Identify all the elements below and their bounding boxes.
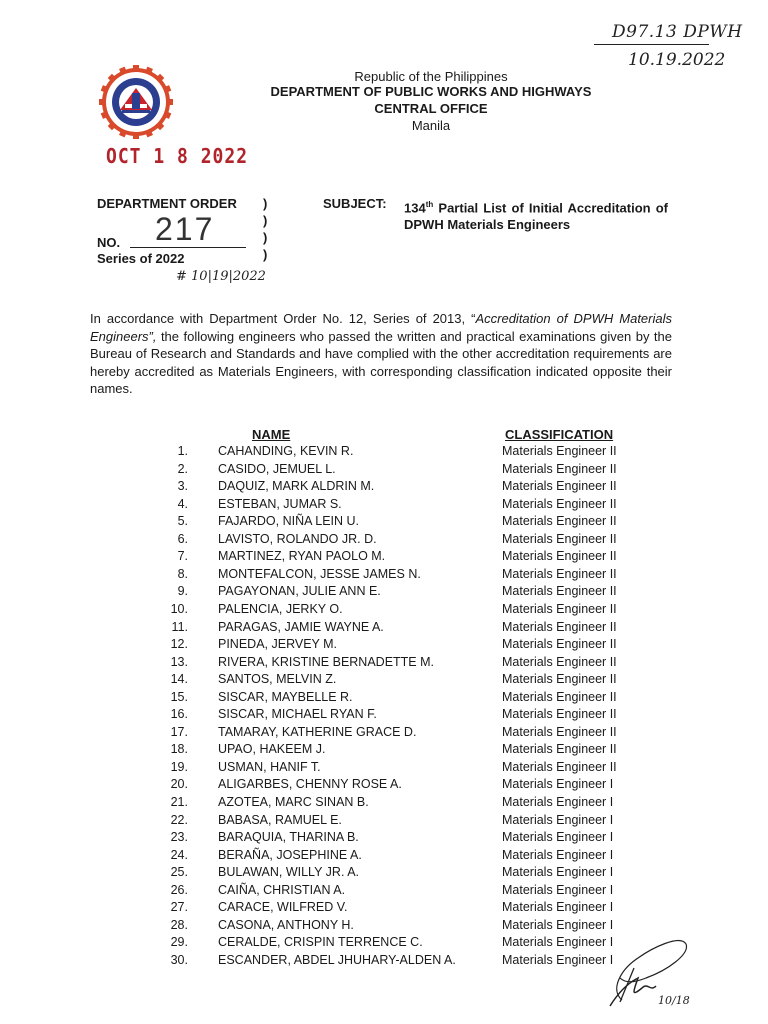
row-number: 21.: [170, 795, 188, 809]
paren-divider: ): [263, 196, 268, 211]
engineer-classification: Materials Engineer I: [502, 795, 614, 809]
engineer-name: ESTEBAN, JUMAR S.: [218, 496, 342, 511]
table-row: [0, 848, 768, 866]
row-number: 5.: [177, 514, 188, 529]
city-name: Manila: [411, 118, 451, 133]
row-number: 19.: [170, 759, 188, 774]
subject-label: SUBJECT:: [323, 196, 387, 211]
table-row: [0, 690, 768, 708]
order-number: 217: [155, 211, 215, 247]
engineer-name: LAVISTO, ROLANDO JR. D.: [218, 531, 377, 546]
intro-before: In accordance with Department Order No. 12, Series of 2013, “: [90, 311, 476, 326]
engineer-name: AZOTEA, MARC SINAN B.: [218, 795, 369, 809]
engineer-classification: Materials Engineer I: [502, 952, 614, 967]
row-number: 9.: [177, 584, 188, 599]
signature-initial: 10/18: [658, 994, 690, 1007]
table-row: [0, 760, 768, 778]
engineer-name: BERAÑA, JOSEPHINE A.: [218, 847, 362, 862]
row-number: 8.: [177, 566, 188, 581]
paren-divider: ): [263, 230, 268, 245]
engineer-name: CERALDE, CRISPIN TERRENCE C.: [218, 935, 423, 950]
table-row: [0, 707, 768, 725]
engineer-classification: Materials Engineer II: [502, 689, 617, 704]
row-number: 2.: [177, 461, 188, 476]
row-number: 29.: [170, 935, 188, 950]
row-number: 27.: [170, 900, 188, 915]
engineer-name: USMAN, HANIF T.: [218, 759, 321, 774]
table-row: [0, 637, 768, 655]
engineer-classification: Materials Engineer II: [502, 724, 617, 739]
table-row: [0, 567, 768, 585]
engineer-classification: Materials Engineer I: [502, 865, 614, 880]
row-number: 3.: [177, 479, 188, 494]
row-number: 23.: [170, 830, 188, 845]
engineer-classification: Materials Engineer I: [502, 777, 614, 792]
engineer-classification: Materials Engineer II: [502, 461, 617, 476]
engineer-classification: Materials Engineer II: [502, 566, 617, 581]
row-number: 11.: [171, 619, 188, 634]
engineer-name: MONTEFALCON, JESSE JAMES N.: [218, 566, 421, 581]
engineer-classification: Materials Engineer II: [502, 514, 617, 529]
engineer-name: ESCANDER, ABDEL JHUHARY-ALDEN A.: [218, 952, 456, 967]
handwritten-order-date: # 10|19|2022: [176, 269, 266, 284]
order-no-label: NO.: [97, 235, 121, 250]
engineer-classification: Materials Engineer I: [502, 935, 614, 950]
engineer-name: PARAGAS, JAMIE WAYNE A.: [218, 619, 384, 634]
engineer-name: PALENCIA, JERKY O.: [218, 601, 343, 616]
engineer-classification: Materials Engineer II: [502, 444, 617, 458]
signature-icon: [590, 920, 700, 1010]
subject-text: [404, 196, 668, 233]
row-number: 6.: [177, 531, 188, 546]
department-name: DEPARTMENT OF PUBLIC WORKS AND HIGHWAYS: [270, 84, 592, 99]
row-number: 15.: [170, 689, 188, 704]
engineer-name: PAGAYONAN, JULIE ANN E.: [218, 584, 381, 599]
row-number: 4.: [177, 496, 188, 511]
engineer-name: CASONA, ANTHONY H.: [218, 917, 354, 932]
intro-title: Accreditation of DPWH Materials Engineers”,: [90, 311, 673, 344]
engineer-classification: Materials Engineer II: [502, 584, 617, 599]
receiving-divider: [594, 44, 709, 45]
table-row: [0, 900, 768, 918]
row-number: 13.: [170, 654, 188, 669]
table-row: [0, 514, 768, 532]
engineer-name: SISCAR, MICHAEL RYAN F.: [218, 707, 377, 722]
table-row: [0, 584, 768, 602]
row-number: 24.: [170, 847, 188, 862]
intro-after: the following engineers who passed the written and practical examinations given by the Bureau of Research and Standards and have complied with the other accreditation requirements are hereby accredited as Materials Engineers, with corresponding classification indicated opposite their names.: [90, 328, 672, 396]
engineer-classification: Materials Engineer II: [502, 496, 617, 511]
row-number: 30.: [170, 952, 188, 967]
row-number: 10.: [170, 601, 188, 616]
row-number: 26.: [170, 882, 188, 897]
table-row: [0, 602, 768, 620]
row-number: 12.: [170, 637, 188, 652]
engineer-name: DAQUIZ, MARK ALDRIN M.: [218, 479, 375, 494]
engineer-classification: Materials Engineer I: [502, 830, 614, 845]
table-row: [0, 479, 768, 497]
engineer-name: FAJARDO, NIÑA LEIN U.: [218, 514, 360, 529]
engineer-name: RIVERA, KRISTINE BERNADETTE M.: [218, 654, 435, 669]
table-row: [0, 444, 768, 462]
subject-body: Partial List of Initial Accreditation of DPWH Materials Engineers: [404, 200, 668, 233]
row-number: 17.: [170, 724, 188, 739]
engineer-name: BULAWAN, WILLY JR. A.: [218, 865, 360, 880]
table-row: [0, 795, 768, 813]
engineer-name: MARTINEZ, RYAN PAOLO M.: [218, 549, 386, 564]
engineer-classification: Materials Engineer I: [502, 847, 614, 862]
engineer-classification: Materials Engineer II: [502, 619, 617, 634]
engineer-classification: Materials Engineer II: [502, 549, 617, 564]
table-row: [0, 462, 768, 480]
engineer-name: PINEDA, JERVEY M.: [218, 637, 338, 652]
row-number: 16.: [170, 707, 188, 722]
engineer-classification: Materials Engineer I: [502, 917, 614, 932]
column-header-name: NAME: [252, 427, 291, 442]
engineer-classification: Materials Engineer II: [502, 479, 617, 494]
engineer-name: SISCAR, MAYBELLE R.: [218, 689, 353, 704]
engineer-name: TAMARAY, KATHERINE GRACE D.: [218, 724, 417, 739]
receiving-date: 10.19.2022: [628, 50, 726, 70]
row-number: 1.: [177, 444, 188, 458]
engineer-name: SANTOS, MELVIN Z.: [218, 672, 337, 687]
row-number: 7.: [177, 549, 188, 564]
row-number: 25.: [170, 865, 188, 880]
engineer-classification: Materials Engineer II: [502, 601, 617, 616]
engineer-classification: Materials Engineer I: [502, 882, 614, 897]
table-row: [0, 497, 768, 515]
table-row: [0, 549, 768, 567]
order-label: DEPARTMENT ORDER: [97, 196, 237, 211]
engineer-classification: Materials Engineer II: [502, 531, 617, 546]
row-number: 22.: [170, 812, 188, 827]
engineer-name: CARACE, WILFRED V.: [218, 900, 348, 915]
table-row: [0, 865, 768, 883]
intro-paragraph: [90, 310, 672, 398]
engineer-name: CAHANDING, KEVIN R.: [218, 444, 354, 458]
table-row: [0, 883, 768, 901]
table-row: [0, 813, 768, 831]
engineer-name: BABASA, RAMUEL E.: [218, 812, 342, 827]
engineer-classification: Materials Engineer II: [502, 672, 617, 687]
engineer-name: CAIÑA, CHRISTIAN A.: [218, 882, 346, 897]
column-header-classification: CLASSIFICATION: [505, 427, 614, 442]
row-number: 28.: [170, 917, 188, 932]
engineer-name: UPAO, HAKEEM J.: [218, 742, 326, 757]
subject-ordinal-suffix: th: [425, 200, 434, 209]
engineer-classification: Materials Engineer II: [502, 707, 617, 722]
table-row: [0, 532, 768, 550]
order-series: Series of 2022: [97, 251, 185, 266]
table-row: [0, 725, 768, 743]
date-stamp: OCT 1 8 2022: [106, 144, 249, 169]
republic-line: Republic of the Philippines: [354, 69, 508, 84]
engineer-classification: Materials Engineer II: [502, 759, 617, 774]
engineer-name: BARAQUIA, THARINA B.: [218, 830, 359, 845]
row-number: 18.: [170, 742, 188, 757]
table-row: [0, 777, 768, 795]
office-name: CENTRAL OFFICE: [374, 101, 488, 116]
engineer-classification: Materials Engineer I: [502, 900, 614, 915]
receiving-reference: D97.13 DPWH: [612, 22, 743, 42]
engineer-name: ALIGARBES, CHENNY ROSE A.: [218, 777, 402, 792]
table-row: [0, 655, 768, 673]
table-row: [0, 742, 768, 760]
table-row: [0, 620, 768, 638]
engineer-classification: Materials Engineer I: [502, 812, 614, 827]
subject-ordinal: 134: [404, 200, 426, 216]
paren-divider: ): [263, 213, 268, 228]
engineer-classification: Materials Engineer II: [502, 637, 617, 652]
table-row: [0, 830, 768, 848]
paren-divider: ): [263, 247, 268, 262]
engineer-name: CASIDO, JEMUEL L.: [218, 461, 336, 476]
table-row: [0, 672, 768, 690]
row-number: 20.: [170, 777, 188, 792]
row-number: 14.: [170, 672, 188, 687]
order-number-underline: [130, 247, 246, 248]
engineer-classification: Materials Engineer II: [502, 742, 617, 757]
engineer-classification: Materials Engineer II: [502, 654, 617, 669]
